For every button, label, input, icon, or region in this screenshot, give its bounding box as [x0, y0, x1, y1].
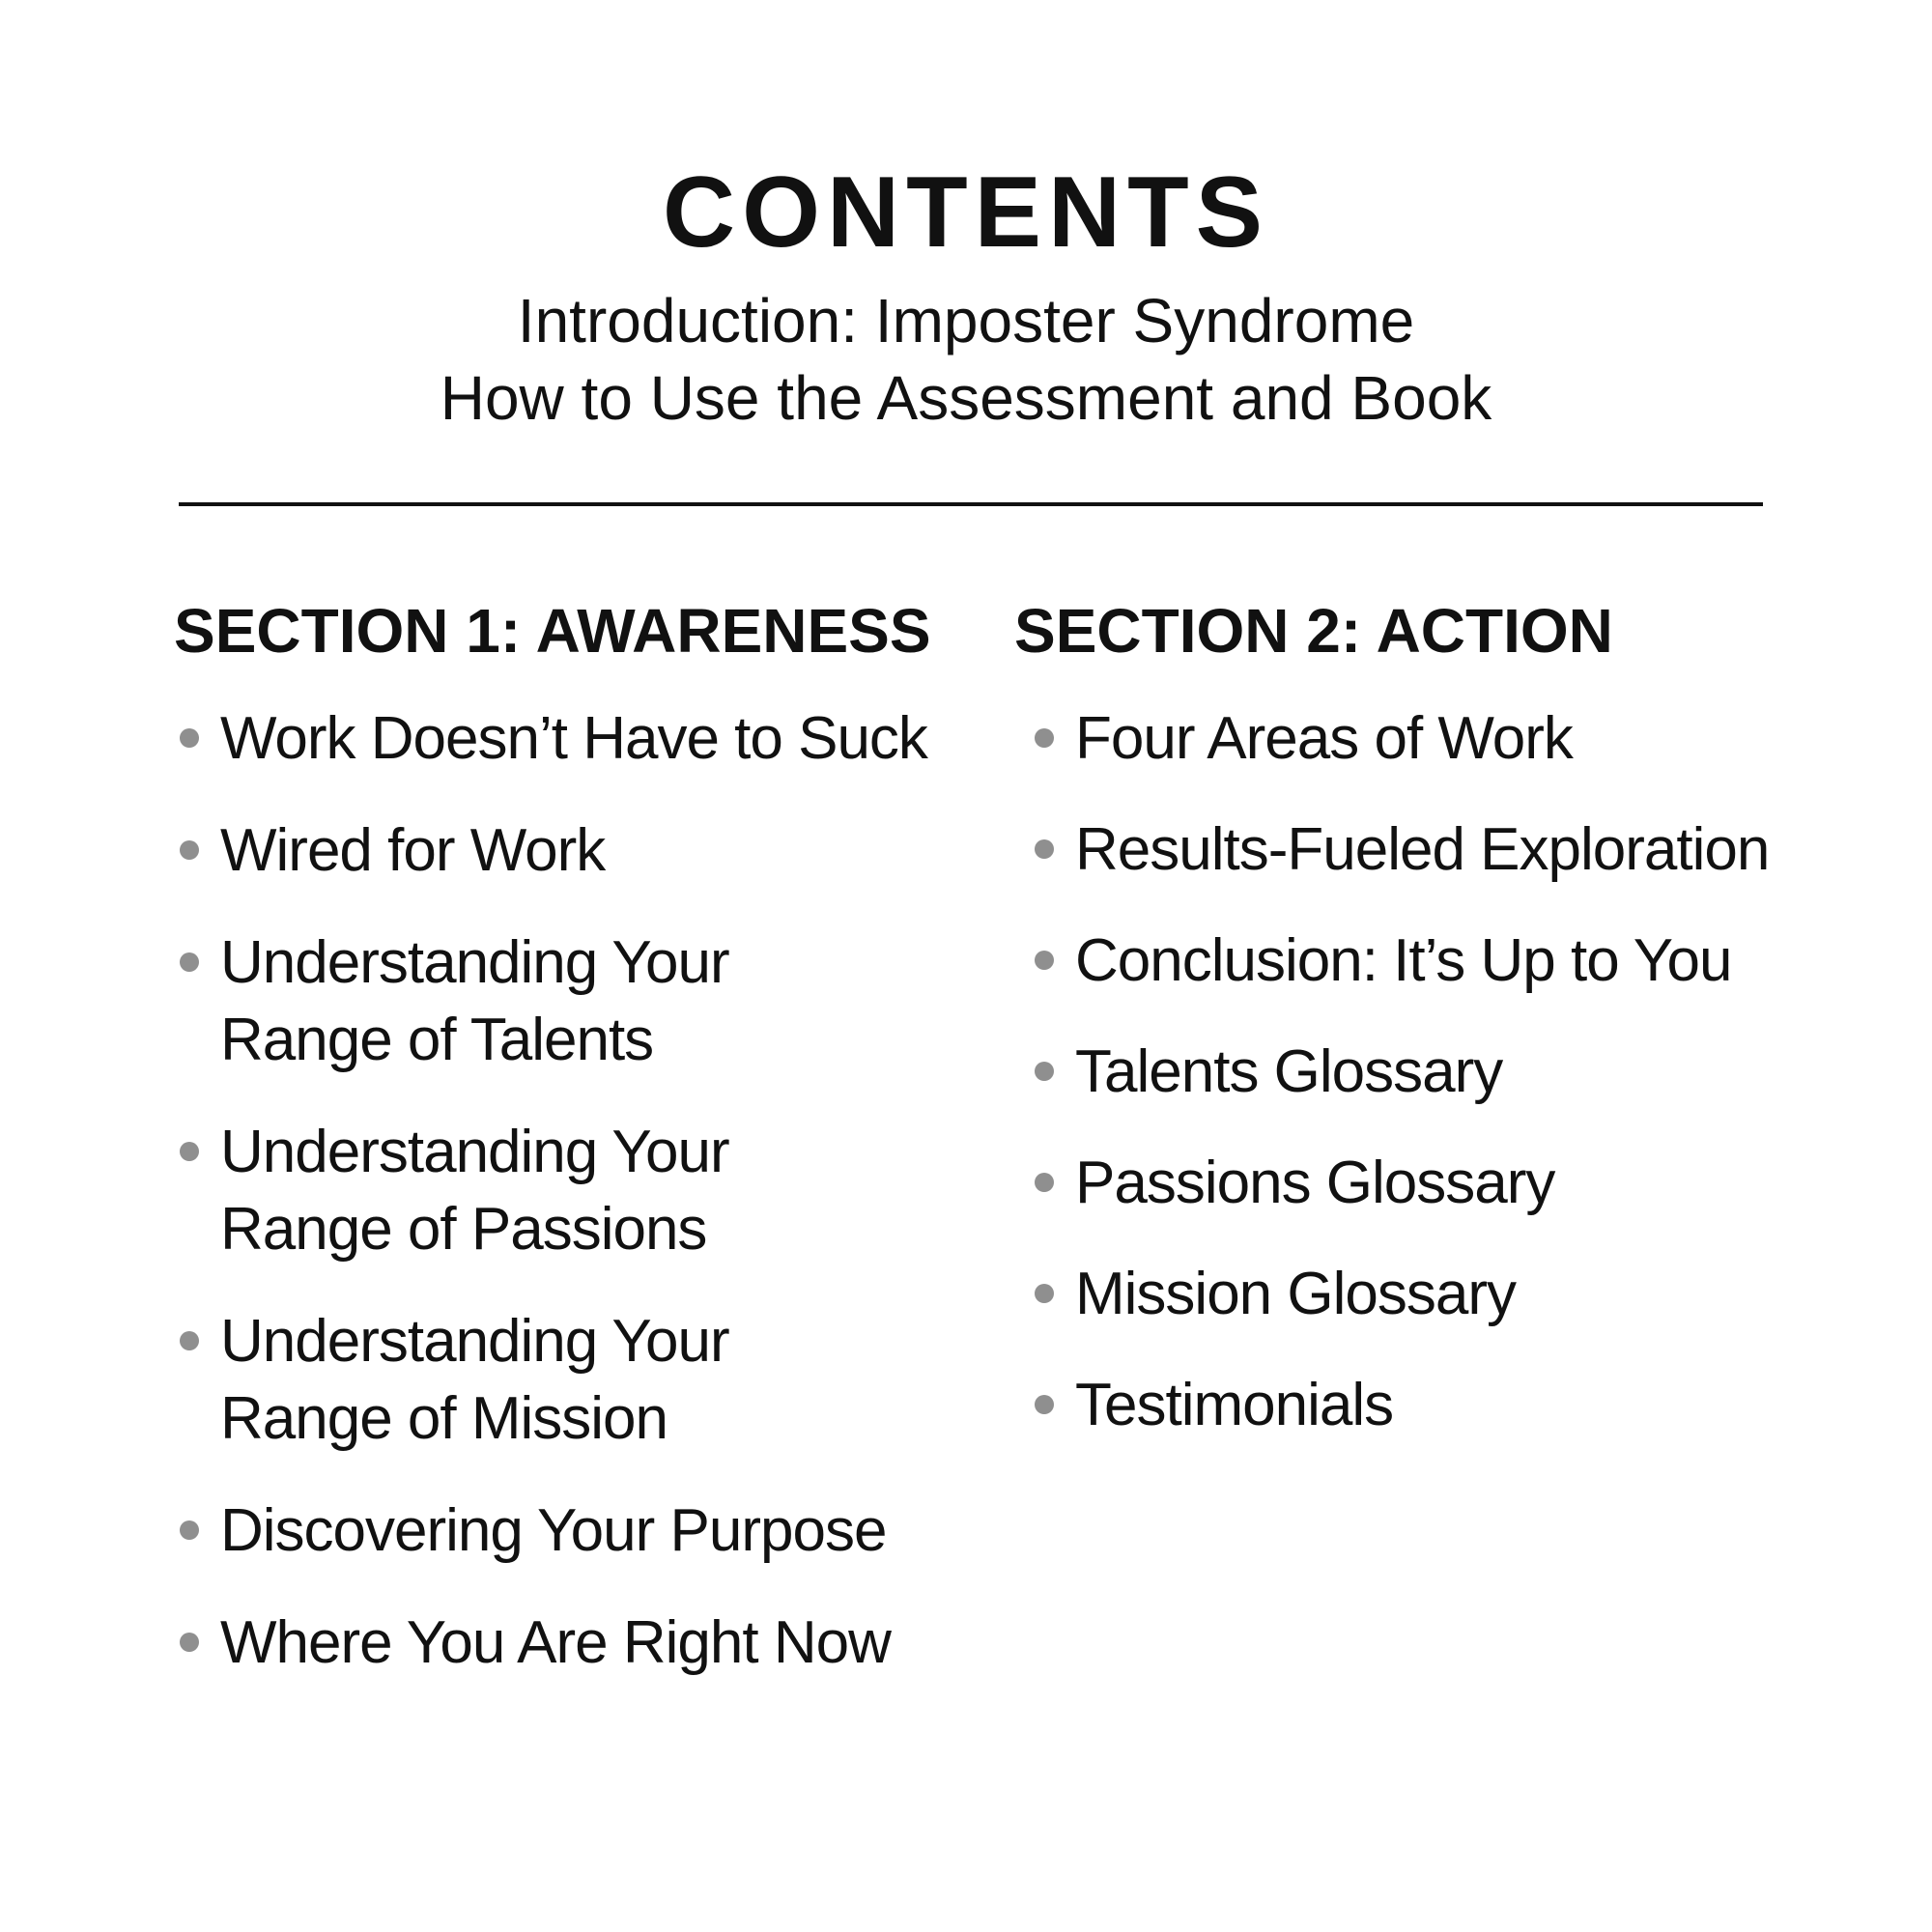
item-line: Range of Passions — [220, 1196, 707, 1263]
list-item — [1029, 1367, 1831, 1444]
list-item — [174, 1492, 976, 1570]
item-line: Discovering Your Purpose — [220, 1497, 887, 1564]
item-line: Work Doesn’t Have to Suck — [220, 705, 927, 772]
bullet-icon — [180, 1331, 199, 1350]
bullet-icon — [180, 1142, 199, 1161]
section-2-heading: SECTION 2: ACTION — [1014, 596, 1613, 666]
item-line: Mission Glossary — [1075, 1261, 1516, 1327]
item-line: Passions Glossary — [1075, 1150, 1555, 1216]
item-line: Conclusion: It’s Up to You — [1075, 927, 1732, 994]
bullet-icon — [1035, 1062, 1054, 1081]
item-line: Understanding Your — [220, 1119, 729, 1185]
item-line: Four Areas of Work — [1075, 705, 1573, 772]
bullet-icon — [1035, 951, 1054, 970]
divider — [179, 502, 1763, 506]
list-item — [1029, 700, 1831, 778]
list-item — [1029, 1145, 1831, 1222]
bullet-icon — [180, 952, 199, 972]
bullet-icon — [180, 1520, 199, 1540]
intro-line: How to Use the Assessment and Book — [440, 363, 1492, 433]
list-item — [1029, 923, 1831, 1000]
list-item — [1029, 811, 1831, 889]
list-item — [174, 1303, 976, 1458]
list-item — [174, 812, 976, 890]
item-line: Understanding Your — [220, 929, 729, 996]
list-item — [1029, 1034, 1831, 1111]
list-item — [174, 1605, 976, 1682]
bullet-icon — [1035, 1284, 1054, 1303]
list-item — [174, 924, 976, 1079]
section-1-heading: SECTION 1: AWARENESS — [174, 596, 931, 666]
item-line: Where You Are Right Now — [220, 1609, 891, 1676]
intro-block — [0, 282, 1932, 437]
item-line: Wired for Work — [220, 817, 606, 884]
bullet-icon — [180, 1633, 199, 1652]
list-item — [174, 1114, 976, 1268]
item-line: Testimonials — [1075, 1372, 1394, 1438]
intro-line: Introduction: Imposter Syndrome — [517, 286, 1415, 355]
bullet-icon — [1035, 728, 1054, 748]
item-line: Results-Fueled Exploration — [1075, 816, 1770, 883]
bullet-icon — [180, 840, 199, 860]
section-2-list — [1029, 700, 1831, 1478]
item-line: Range of Mission — [220, 1385, 668, 1452]
item-line: Talents Glossary — [1075, 1038, 1503, 1105]
bullet-icon — [1035, 1395, 1054, 1414]
item-line: Range of Talents — [220, 1007, 654, 1073]
list-item — [1029, 1256, 1831, 1333]
list-item — [174, 700, 976, 778]
page-title: CONTENTS — [663, 156, 1269, 269]
bullet-icon — [180, 728, 199, 748]
item-line: Understanding Your — [220, 1308, 729, 1375]
bullet-icon — [1035, 1173, 1054, 1192]
bullet-icon — [1035, 839, 1054, 859]
section-1-list — [174, 700, 976, 1717]
